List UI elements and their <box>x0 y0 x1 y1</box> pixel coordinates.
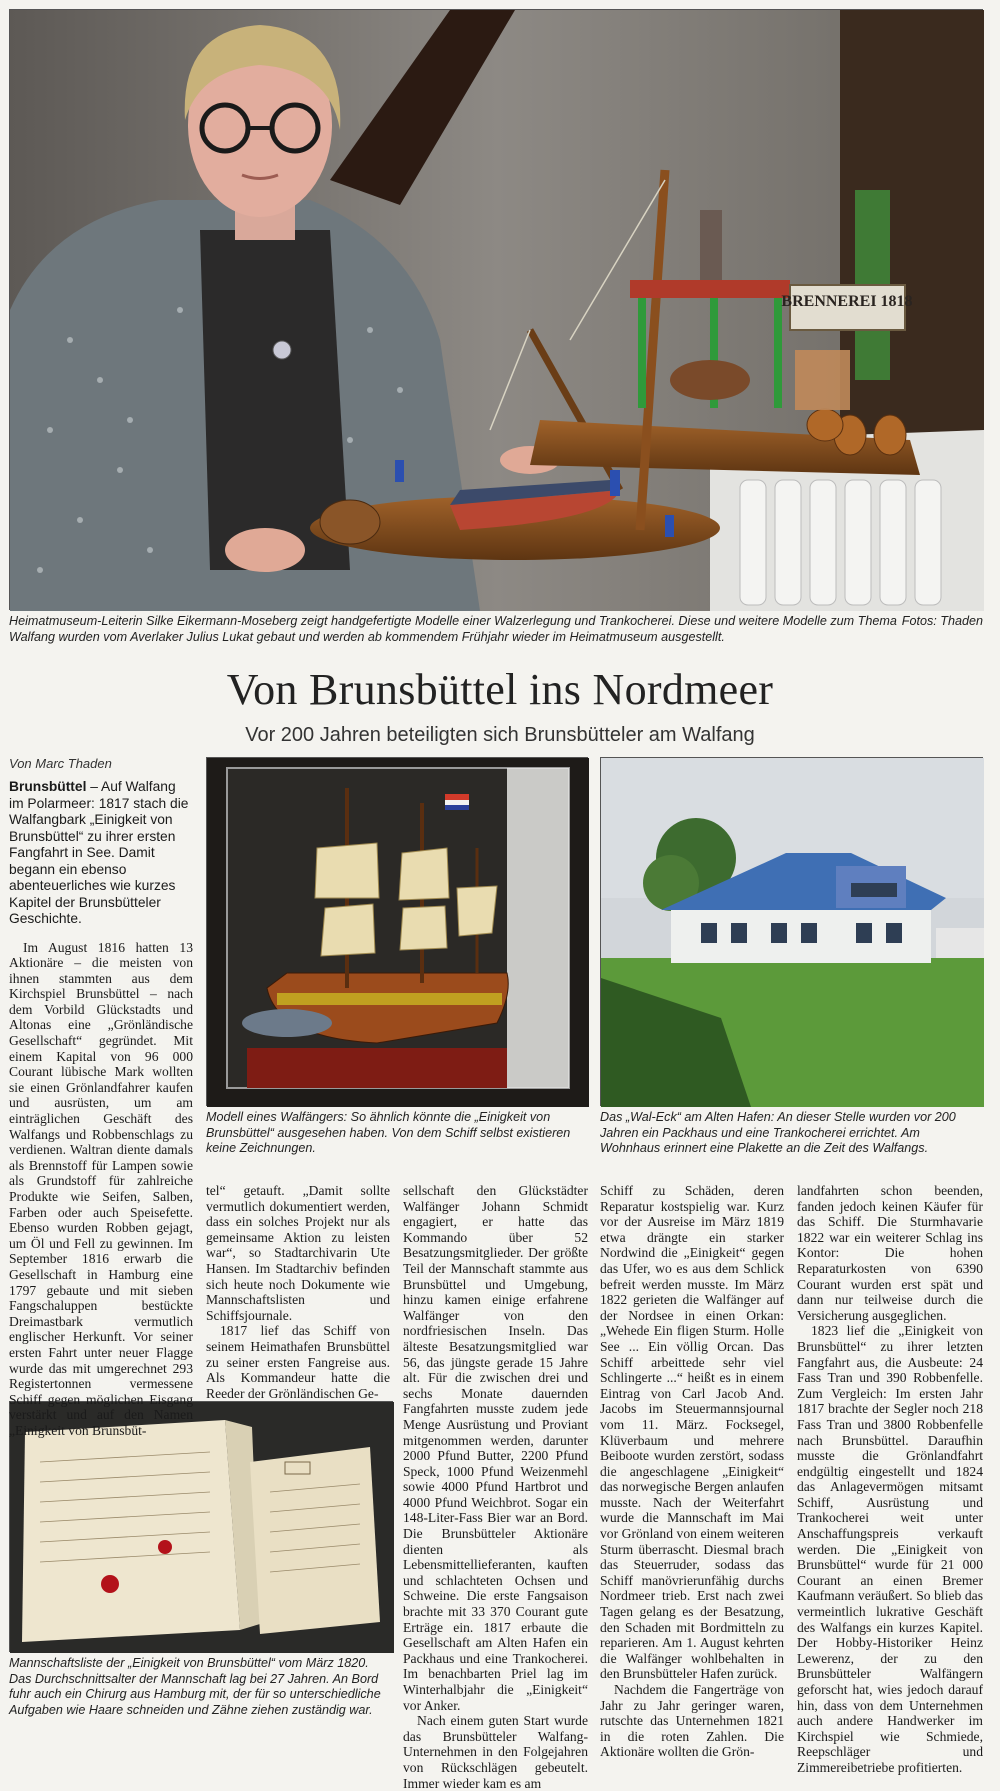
brennerei-sign-label: BRENNEREI 1818 <box>781 293 913 310</box>
article-paragraph: sellschaft den Glückstädter Walfänger Johann Schmidt engagiert, er hatte das Kommando über 52 Besatzungsmitglieder. Der größte Teil der Mannschaft stammte aus Brunsbüttel und Umgebung, hinzu kamen einige erfahrene Walfänger von den nordfriesischen Inseln. Das älteste Besatzungsmitglied war 56, das jüngste gerade 15 Jahre alt. Für die zwischen drei und sechs Monate dauernden Fangfahrten musste zudem jede Menge Ausrüstung und Proviant mitgenommen werden, darunter 2000 Pfund Butter, 2200 Pfund Speck, 1000 Pfund Weizenmehl sowie 4000 Pfund Hartbrot und 4000 Pfund Weichbrot. Sogar ein 148-Liter-Fass Bier war an Bord. Die Brunsbütteler Aktionäre dienten als Lebensmittellieferanten, kauften und schlachteten Ochsen und Schweine. Die erste Fangsaison brachte mit 33 370 Courant gute Erträge ein. 1817 erbaute die Gesellschaft am Alten Hafen ein Packhaus und eine Trankocherei. Im benachbarten Priel lag im Winterhalbjahr die „Einigkeit“ vor Anker. <box>403 1183 588 1713</box>
ship-model-image <box>207 758 589 1107</box>
ship-model-photo <box>206 757 588 1106</box>
article-paragraph: landfahrten schon beenden, fanden jedoch keinen Käufer für das Schiff. Die Sturmhavarie 1822 war ein weiterer Schlag ins Kontor: Die hohen Reparaturkosten von 6390 Courant wurden erst spät und dann nur teilweise durch die Versicherung ausgeglichen. <box>797 1183 983 1323</box>
article-paragraph: 1817 lief das Schiff von seinem Heimathafen Brunsbüttel zu seiner ersten Fangreise aus. Als Kommandeur hatte die Reeder der Grönländischen Ge- <box>206 1323 390 1401</box>
headline: Von Brunsbüttel ins Nordmeer <box>226 665 774 714</box>
article-column-4 <box>600 1183 784 1760</box>
top-photo-caption <box>9 614 983 645</box>
crew-list-caption: Mannschaftsliste der „Einigkeit von Brunsbüttel“ vom März 1820. Das Durchschnittsalter der Mannschaft lag bei 27 Jahren. An Bord fuhr auch ein Chirurg aus Hamburg mit, der für so unterschiedliche Aufgaben wie Haare schneiden und Zähne ziehen zuständig war. <box>9 1656 381 1717</box>
article-paragraph: Schiff zu Schäden, deren Reparatur kostspielig war. Kurz vor der Ausreise im März 1819 etwa drängte ein starker Nordwind die „Einigkeit“ gegen das Ufer, wo es aus dem Schlick befreit werden musste. Im März 1822 gerieten die Walfänger auf der Nordsee in einen Orkan: „Wehede Ein fligen Sturm. Holle See ... Ein völlig Orcan. Das Schiff arbeittede sehr viel Schlingerte ...“ heißt es in einem Eintrag von Carl Jacob And. Jacobs im Steuermannsjournal vom 11. März. Focksegel, Klüverbaum und mehrere Beiboote wurden zerstört, sodass die angeschlagene „Einigkeit“ das norwegische Bergen anlaufen musste. Nach der Weiterfahrt wurde die Mannschaft im Mai vor Grönland von einem weiteren Sturm überrascht. Diesmal brach das Steuerruder, sodass das Schiff manövrierunfähig durchs Nordmeer trieb. Erst nach zwei Tagen gelang es der Besatzung, den Schaden mit Bordmitteln zu reparieren. Am 1. August kehrten die Walfänger wohlbehalten in den Brunsbütteler Hafen zurück. <box>600 1183 784 1682</box>
wal-eck-house-photo <box>600 757 983 1106</box>
lead-text: – Auf Walfang im Polarmeer: 1817 stach die Walfangbark „Einigkeit von Brunsbüttel“ zu ihrer ersten Fangfahrt in See. Damit begann ein ebenso abenteuerliches wie kurzes Kapitel der Brunsbütteler Geschichte. <box>9 779 189 926</box>
article-lead <box>9 779 193 928</box>
article-column-5 <box>797 1183 983 1776</box>
article-column-2 <box>206 1183 390 1401</box>
article-paragraph: 1823 lief die „Einigkeit von Brunsbüttel“ zu ihrer letzten Fangfahrt aus, die Ausbeute: 24 Fass Tran und 390 Robbenfelle. Zum Vergleich: Im ersten Jahr 1817 brachte der Segler noch 218 Fass Tran und 3800 Robbenfelle nach Brunsbüttel. Daraufhin musste die Grönlandfahrt endgültig eingestellt und 1824 das Anlagevermögen mitsamt Schiff, Ausrüstung und Trankocherei weit unter Anschaffungspreis verkauft werden. Die „Einigkeit von Brunsbüttel“ wurde für 21 000 Courant an einen Bremer Kaufmann veräußert. So blieb das vermeintlich lukrative Geschäft des Walfangs ein kurzes Kapitel. Der Hobby-Historiker Heinz Lewerenz, der zu den Brunsbütteler Walfängern geforscht hat, wies jedoch darauf hin, dass von dem Unternehmen auch andere Handwerker im Kirchspiel wie Schmiede, Reepschläger und Zimmereibetriebe profitierten. <box>797 1323 983 1775</box>
article-paragraph: Nach einem guten Start wurde das Brunsbütteler Walfang-Unternehmen in den Folgejahren von Rückschlägen gebeutelt. Immer wieder kam es am <box>403 1713 588 1791</box>
byline: Von Marc Thaden <box>9 756 112 771</box>
subheadline: Vor 200 Jahren beteiligten sich Brunsbütteler am Walfang <box>245 724 755 746</box>
photo-credit: Fotos: Thaden <box>901 614 983 628</box>
crew-list-photo <box>9 1401 393 1652</box>
crew-list-image <box>10 1402 394 1653</box>
museum-models-photo <box>10 10 984 611</box>
lead-dateline: Brunsbüttel <box>9 779 87 794</box>
house-photo-caption: Das „Wal-Eck“ am Alten Hafen: An dieser Stelle wurden vor 200 Jahren ein Packhaus und eine Trankocherei errichtet. Am Wohnhaus erinnert eine Plakette an die Zeit des Walfangs. <box>600 1110 956 1155</box>
article-paragraph: Nachdem die Fangerträge von Jahr zu Jahr geringer waren, rutschte das Unternehmen 1821 in die roten Zahlen. Die Aktionäre wollten die Grön- <box>600 1682 784 1760</box>
ship-photo-caption: Modell eines Walfängers: So ähnlich könnte die „Einigkeit von Brunsbüttel“ ausgesehen haben. Von dem Schiff selbst existieren keine Zeichnungen. <box>206 1110 571 1155</box>
article-paragraph: Im August 1816 hatten 13 Aktionäre – die meisten von ihnen stammten aus dem Kirchspiel Brunsbüttel – nach dem Vorbild Glückstadts und Altonas eine „Grönländische Gesellschaft“ gegründet. Mit einem Kapital von 96 000 Courant lübische Mark wollten sie einen Grönlandfahrer kaufen und ausrüsten, um am einträglichen Geschäft des Walfangs und Robbenschlags zu verdienen. Waltran diente damals als Brennstoff für Lampen sowie als Grundstoff für zahlreiche Produkte wie Seifen, Salben, Farben oder auch Speisefette. Ebenso wurden Robben gejagt, um Öl und Fell zu gewinnen. Im September 1816 erwarb die Gesellschaft in Hamburg eine 1797 gebaute und mit sieben Fangschaluppen bestückte Dreimastbark vermutlich englischer Herkunft. Vor seiner ersten Fahrt unter neuer Flagge wurde das mit umgerechnet 293 Registertonnen vermessene Schiff gegen möglichen Eisgang verstärkt und auf den Namen „Einigkeit von Brunsbüt- <box>9 939 193 1438</box>
article-column-1 <box>9 779 193 1439</box>
house-image <box>601 758 984 1107</box>
article-column-3 <box>403 1183 588 1791</box>
article-paragraph: tel“ getauft. „Damit sollte vermutlich dokumentiert werden, dass ein solches Projekt nur als gemeinsame Aktion zu leisten war“, so Stadtarchivarin Ute Hansen. Im Stadtarchiv befinden sich heute noch Dokumente wie Mannschaftslisten und Schiffsjournale. <box>206 1183 390 1323</box>
top-photo-caption-text: Heimatmuseum-Leiterin Silke Eikermann-Moseberg zeigt handgefertigte Modelle einer Walzerlegung und Trankocherei. Diese und weitere Modelle zum Thema Walfang wurden vom Averlaker Julius Lukat gebaut und werden ab kommendem Frühjahr wieder im Heimatmuseum ausgestellt. <box>9 614 897 644</box>
top-photo <box>9 9 983 610</box>
